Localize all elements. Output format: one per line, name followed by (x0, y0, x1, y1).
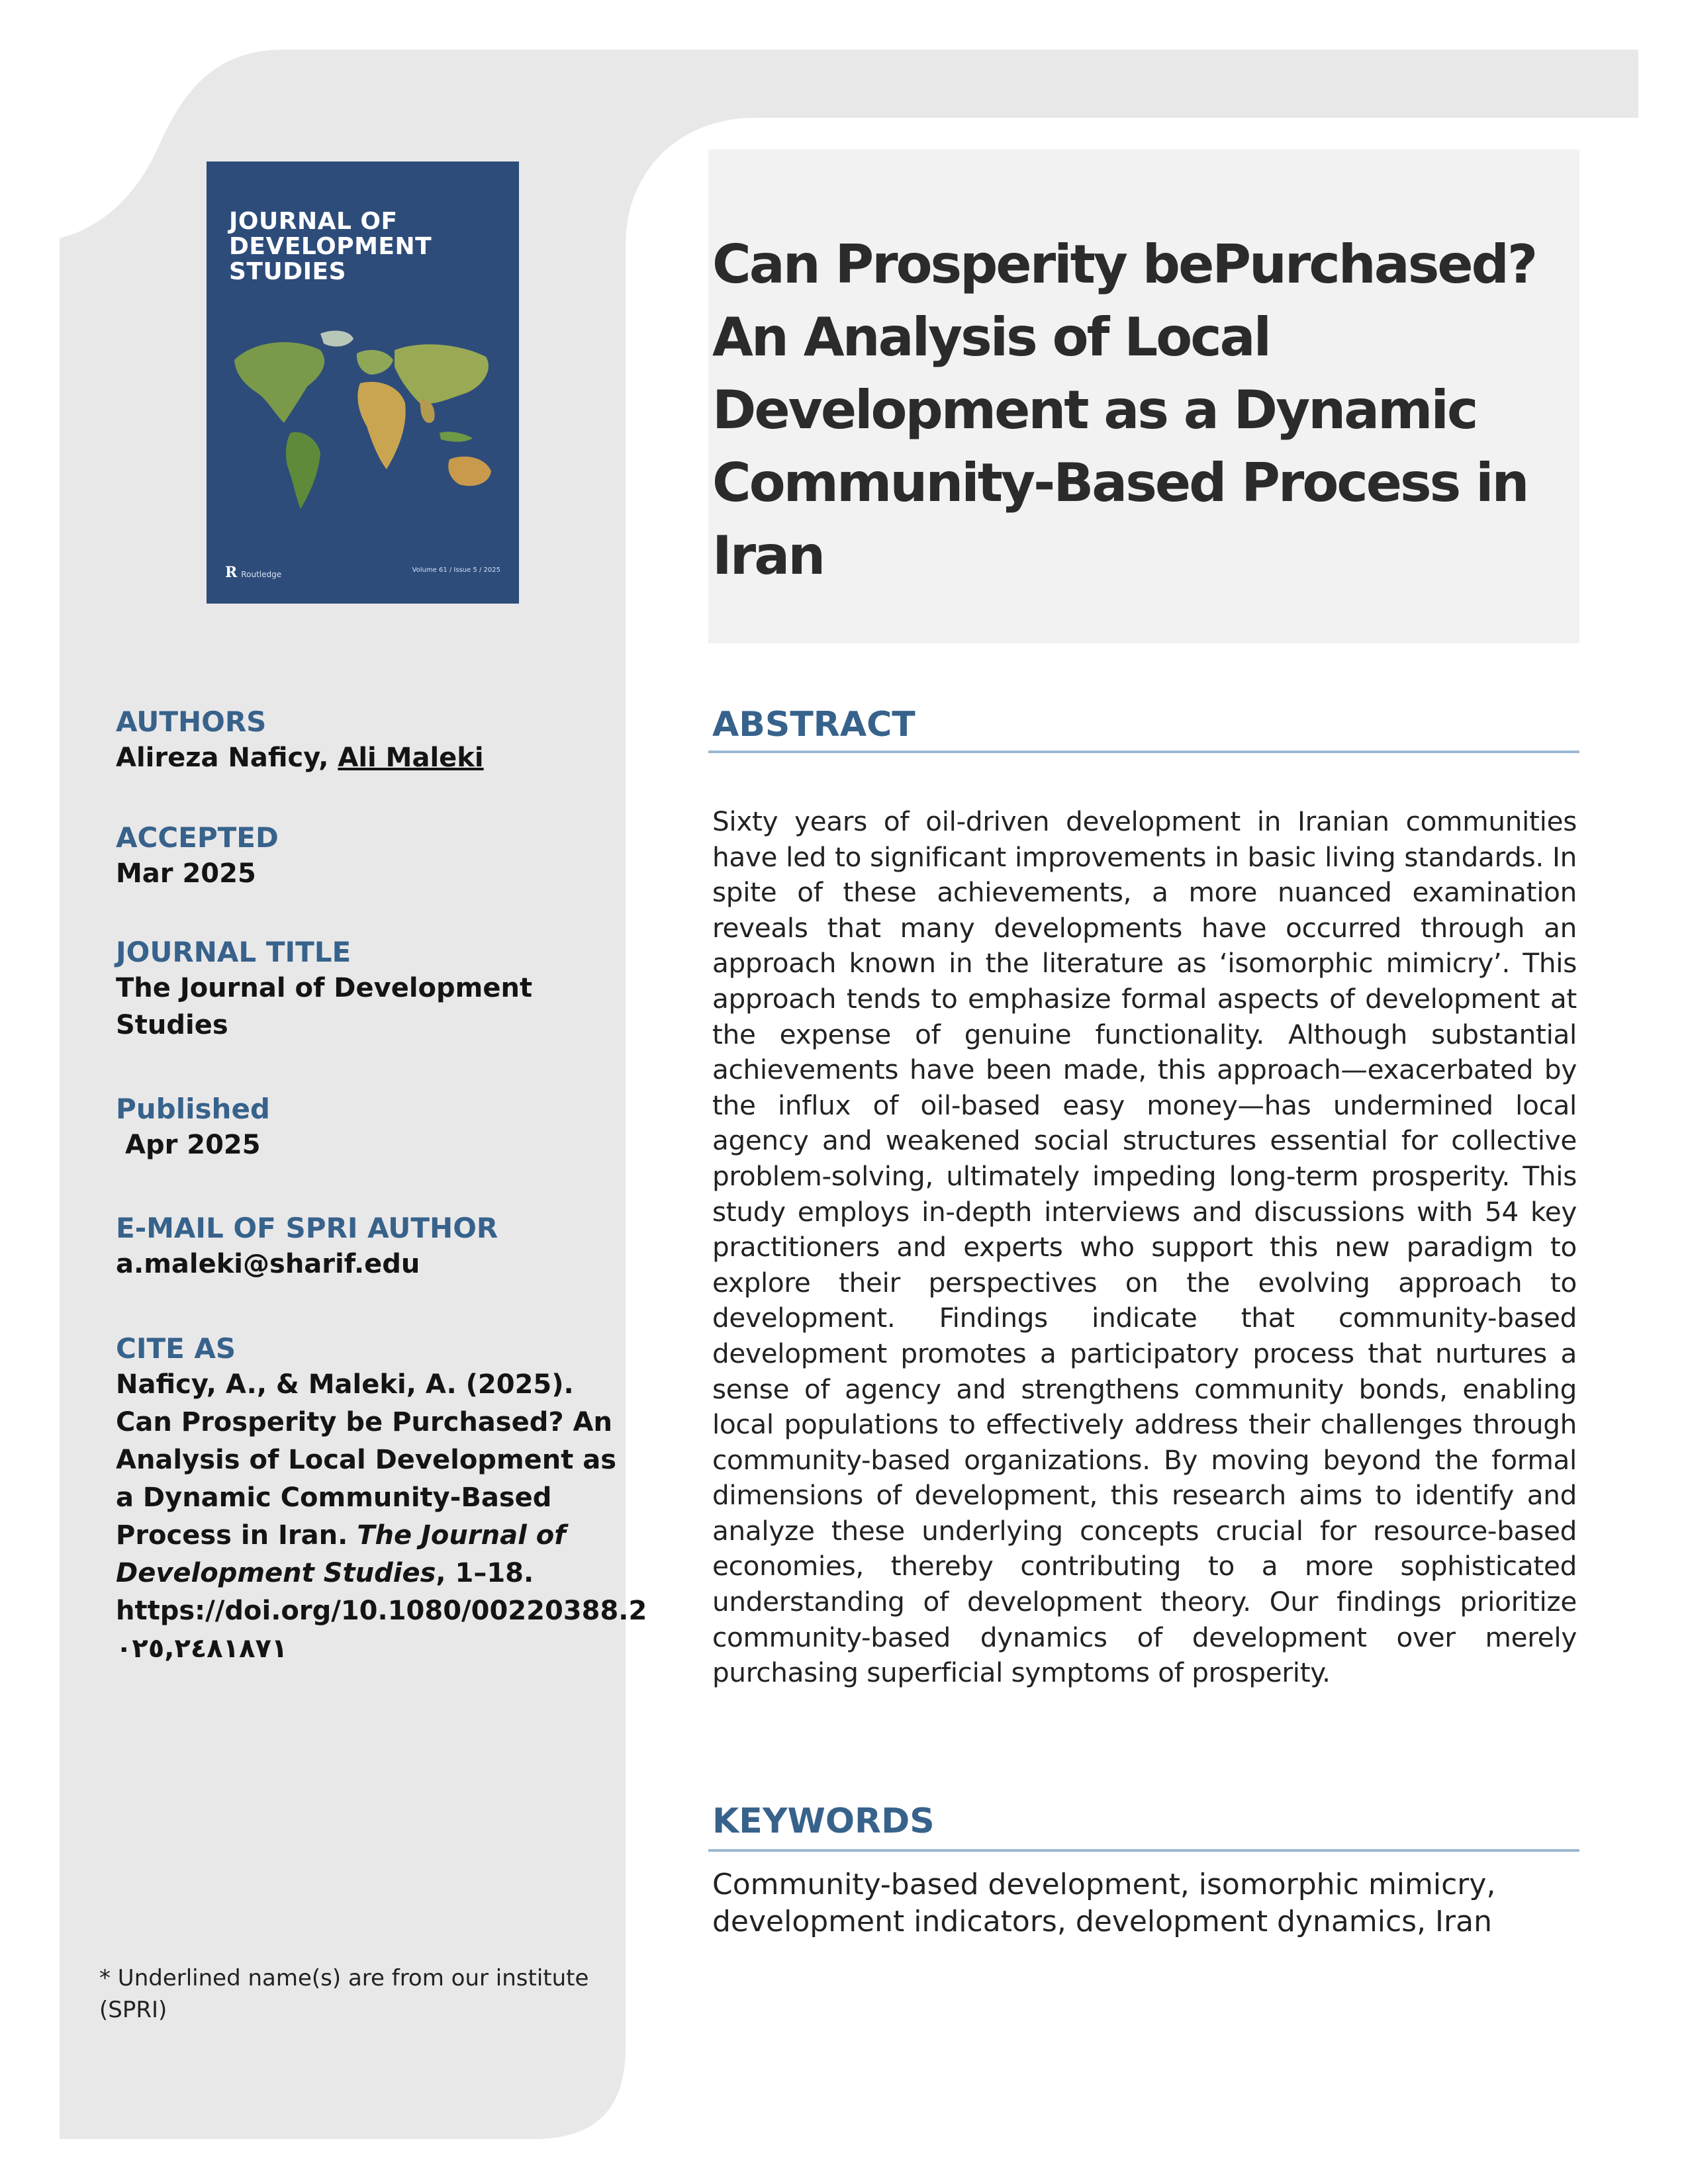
authors-value (116, 739, 619, 776)
published-label: Published (116, 1093, 270, 1125)
journal-title-section (116, 935, 539, 1044)
accepted-label: ACCEPTED (116, 821, 279, 854)
keywords-text: Community-based development, isomorphic mimicry, development indicators, development dynamics, Iran (712, 1868, 1496, 1938)
author-name: Alireza Naficy (116, 743, 319, 773)
cite-label: CITE AS (116, 1332, 236, 1365)
cover-journal-name: JOURNAL OF DEVELOPMENT STUDIES (229, 208, 432, 285)
citation-journal: The Journal of Development Studies (116, 1520, 566, 1588)
email-section (116, 1211, 619, 1283)
journal-title-value: The Journal of Development Studies (116, 973, 533, 1040)
abstract-rule (708, 751, 1579, 753)
journal-title-label: JOURNAL TITLE (116, 936, 352, 968)
world-map-image (221, 314, 506, 565)
map-australia (448, 457, 491, 486)
published-value: Apr 2025 (125, 1130, 261, 1160)
map-europe (357, 350, 393, 375)
article-title: Can Prosperity bePurchased? An Analysis of Local Development as a Dynamic Community-Based Process in Iran (712, 234, 1536, 586)
citation-part-2: , 1–18. https://doi.org/10.1080/00220388.2 ٠٢٥,٢٤٨١٨٧١ (116, 1558, 647, 1664)
map-asia (395, 344, 489, 404)
email-value[interactable]: a.maleki@sharif.edu (116, 1249, 420, 1279)
routledge-icon: R (225, 564, 238, 581)
cover-footer (225, 559, 500, 585)
map-greenland (320, 331, 353, 347)
email-label: E-MAIL OF SPRI AUTHOR (116, 1212, 498, 1244)
authors-label: AUTHORS (116, 705, 267, 738)
accepted-value: Mar 2025 (116, 858, 256, 889)
cite-section (116, 1332, 647, 1668)
keywords-rule (708, 1849, 1579, 1852)
publisher-name: Routledge (241, 570, 282, 579)
footnote: * Underlined name(s) are from our institute (SPRI) (99, 1965, 589, 2023)
abstract-heading: ABSTRACT (712, 705, 915, 745)
abstract-text: Sixty years of oil-driven development in Iranian communities have led to significant improvements in basic living standards. In spite of these achievements, a more nuanced examination reveals that many developments have occurred through an approach known in the literature as ‘isomorphic mimicry’. This approach tends to emphasize formal aspects of development at the expense of genuine functionality. Although substantial achievements have been made, this approach—exacerbated by the influx of oil-based easy money—has undermined local agency and weakened social structures essential for collective problem-solving, ultimately impeding long-term prosperity. This study employs in-depth interviews and discussions with 54 key practitioners and experts who support this new paradigm to explore their perspectives on the evolving approach to development. Findings indicate that community-based development promotes a participatory process that nurtures a sense of agency and strengthens community bonds, enabling local populations to effectively address their challenges through community-based organizations. By moving beyond the formal dimensions of development, this research aims to identify and analyze these underlying concepts crucial for resource-based economies, thereby contributing to a more sophisticated understanding of development theory. Our findings prioritize community-based dynamics of development over merely purchasing superficial symptoms of prosperity. (712, 805, 1577, 1689)
published-section (116, 1092, 619, 1163)
map-north-america (234, 342, 324, 423)
journal-cover-image (207, 161, 519, 604)
author-separator: , (318, 743, 338, 773)
citation-part-1: Naficy, A., & Maleki, A. (2025). Can Prosperity be Purchased? An Analysis of Local Development as a Dynamic Community-Based Process in Iran. (116, 1369, 617, 1551)
map-south-america (286, 432, 320, 509)
spri-author-name: Ali Maleki (338, 743, 484, 773)
citation-text (116, 1366, 647, 1668)
keywords-heading: KEYWORDS (712, 1801, 935, 1841)
authors-section (116, 705, 619, 776)
accepted-section (116, 821, 619, 892)
cover-volume-issue: Volume 61 / Issue 5 / 2025 (412, 567, 500, 574)
map-indonesia (440, 432, 473, 441)
publisher-logo (225, 564, 281, 581)
map-africa (357, 382, 405, 469)
